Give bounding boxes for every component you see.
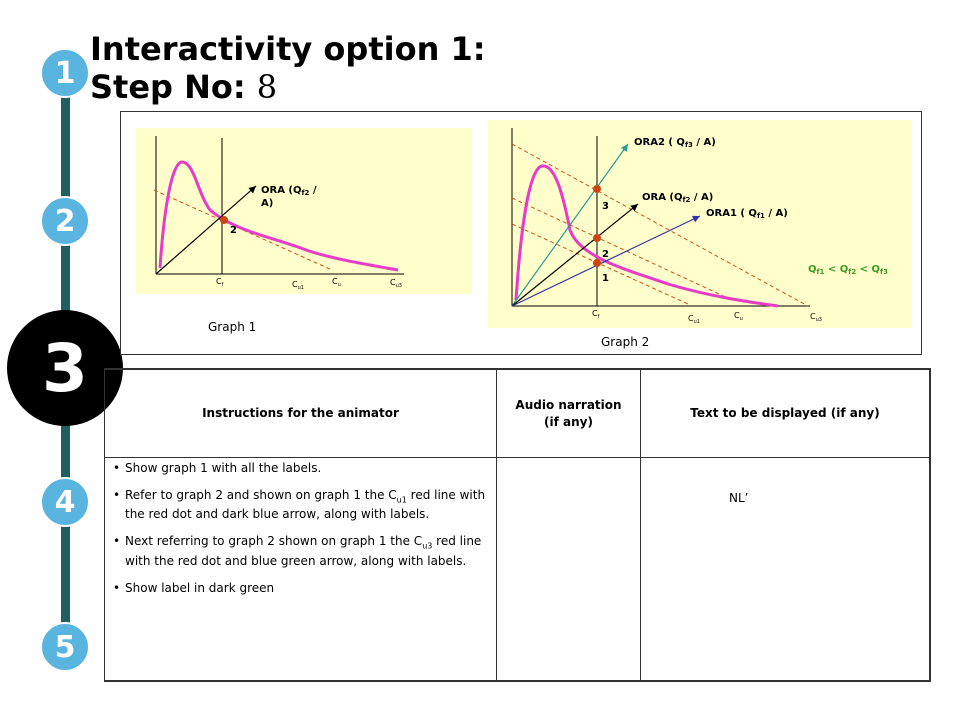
instruction-table bbox=[104, 368, 931, 682]
table-header-divider bbox=[105, 457, 929, 458]
instruction-item-1: • Show graph 1 with all the labels. bbox=[113, 461, 493, 476]
graph-2-dot-1 bbox=[593, 259, 601, 267]
graph-1-curve bbox=[160, 162, 398, 270]
step-1-label: 1 bbox=[54, 55, 76, 91]
graph-2-label-cf: $C_f$ bbox=[592, 309, 600, 320]
title-line-2 bbox=[90, 68, 486, 106]
step-2-badge[interactable] bbox=[40, 196, 90, 246]
step-5-badge[interactable] bbox=[40, 622, 90, 672]
graph-2-dot-3 bbox=[593, 185, 601, 193]
header-instructions: Instructions for the animator bbox=[202, 406, 399, 420]
header-text-displayed: Text to be displayed (if any) bbox=[690, 406, 880, 420]
header-audio-line1: Audio narration bbox=[515, 397, 622, 412]
graph-2-point-label-1: 1 bbox=[602, 273, 609, 284]
graph-2-ora-label: ORA $(Q_{f2} / A)$ bbox=[642, 192, 714, 204]
graph-2-dot-2 bbox=[593, 234, 601, 242]
step-3-label: 3 bbox=[42, 329, 88, 407]
graph-2-svg bbox=[488, 120, 912, 328]
graph-1-label-cu3: $C_{u3}$ bbox=[390, 278, 402, 289]
step-5-label: 5 bbox=[54, 629, 76, 665]
graph-2-cu-dashed-line bbox=[512, 198, 732, 300]
graph-1-caption: Graph 1 bbox=[208, 320, 257, 334]
title-line-1: Interactivity option 1: bbox=[90, 30, 486, 68]
graph-1-ora-label-line2: A) bbox=[261, 198, 274, 209]
graph-1-ora-label: ORA ($Q_{f2}$ / bbox=[261, 185, 317, 197]
step-2-label: 2 bbox=[54, 203, 76, 239]
graph-2-label-cu: $C_u$ bbox=[734, 311, 743, 322]
step-1-badge[interactable] bbox=[40, 48, 90, 98]
graph-2-label-cu3: $C_{u3}$ bbox=[810, 312, 822, 323]
graphs-container bbox=[120, 111, 922, 355]
graph-1-label-cu: $C_u$ bbox=[332, 277, 341, 288]
graph-1-svg bbox=[136, 128, 472, 294]
graph-2-panel bbox=[488, 120, 912, 328]
header-audio-line2: (if any) bbox=[544, 414, 593, 429]
step-4-label: 4 bbox=[54, 484, 76, 520]
graph-1-dot bbox=[220, 216, 228, 224]
title-step-prefix: Step No: bbox=[90, 68, 246, 106]
header-audio-narration bbox=[497, 370, 640, 457]
instruction-item-3: • Next referring to graph 2 shown on graph 1 the $C_{u3}$ red line with the red dot and blue green arrow, along with labels. bbox=[113, 534, 493, 568]
page-title bbox=[90, 30, 486, 106]
instructions-cell bbox=[113, 461, 493, 608]
instruction-item-2: • Refer to graph 2 and shown on graph 1 the $C_{u1}$ red line with the red dot and dark blue arrow, along with labels. bbox=[113, 488, 493, 522]
graph-2-inequality-label: $Q_{f1} < Q_{f2} < Q_{f3}$ bbox=[808, 264, 888, 276]
text-displayed-value: NL’ bbox=[729, 491, 749, 505]
graph-1-label-cf: $C_f$ bbox=[216, 277, 224, 288]
title-step-number: 8 bbox=[256, 68, 278, 106]
graph-2-label-cu1: $C_{u1}$ bbox=[688, 314, 700, 325]
graph-1-panel bbox=[136, 128, 472, 294]
graph-1-label-cu1: $C_{u1}$ bbox=[292, 280, 304, 291]
graph-2-point-label-3: 3 bbox=[602, 201, 609, 212]
graph-1-ora-arrow bbox=[156, 186, 256, 274]
graph-2-ora1-label: ORA1 ( $Q_{f1} / A$) bbox=[706, 208, 788, 220]
graph-1-point-label: 2 bbox=[230, 225, 237, 236]
instruction-item-4: • Show label in dark green bbox=[113, 581, 493, 596]
step-4-badge[interactable] bbox=[40, 477, 90, 527]
graph-2-ora2-label: ORA2 ( $Q_{f3} / A$) bbox=[634, 137, 716, 149]
graph-2-ora2-arrow bbox=[512, 144, 628, 306]
graph-2-point-label-2: 2 bbox=[602, 249, 609, 260]
graph-2-caption: Graph 2 bbox=[601, 335, 650, 349]
